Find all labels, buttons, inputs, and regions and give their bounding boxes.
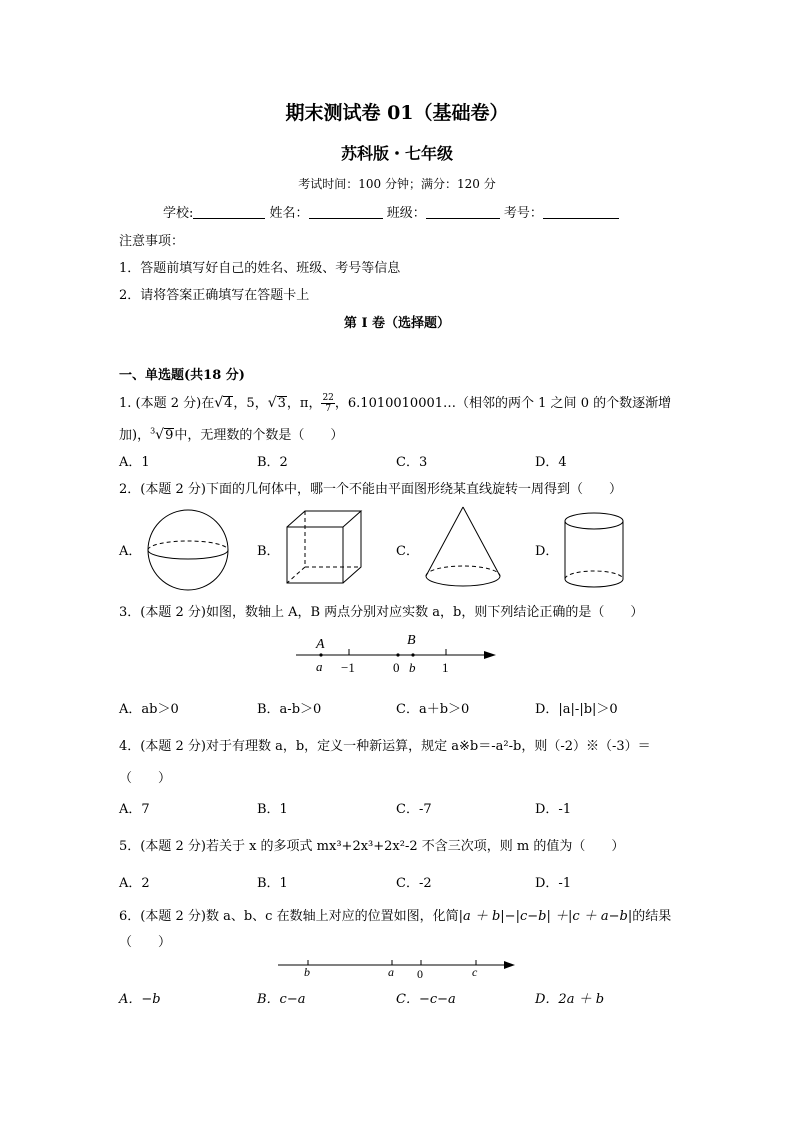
q3-option-c[interactable]: C．a＋b＞0	[396, 702, 470, 717]
q6-label-a: a	[388, 965, 394, 979]
q6-option-c[interactable]: C．−c−a	[396, 992, 456, 1007]
question-4-text: 4．(本题 2 分)对于有理数 a，b，定义一种新运算，规定 a※b＝-a²-b，则（-2）※（-3）＝	[119, 739, 651, 754]
q6-text-start: 6．(本题 2 分)数 a、b、c 在数轴上对应的位置如图，化简	[119, 909, 459, 924]
q3-label-zero: 0	[393, 660, 400, 675]
question-3-text: 3．(本题 2 分)如图，数轴上 A，B 两点分别对应实数 a，b，则下列结论正确的是（ ）	[119, 605, 644, 620]
q3-label-b: b	[409, 660, 416, 675]
q6-expression: |a ＋ b|−|c−b| ＋|c ＋ a−b|	[458, 909, 633, 924]
exam-meta: 考试时间：100 分钟；满分：120 分	[298, 177, 496, 191]
q1-option-b[interactable]: B．2	[257, 455, 288, 470]
notes-heading: 注意事项：	[119, 234, 185, 249]
q1-option-d[interactable]: D．4	[535, 455, 567, 470]
q1-cbrt-index: 3	[150, 426, 156, 436]
q1-line2-start: 加)，	[119, 428, 151, 443]
q2-option-a[interactable]: A．	[119, 544, 142, 559]
name-label: 姓名：	[269, 206, 309, 221]
q3-label-a: a	[316, 659, 323, 674]
question-2-text: 2．(本题 2 分)下面的几何体中，哪一个不能由平面图形绕某直线旋转一周得到（ ）	[119, 482, 622, 497]
q5-option-b[interactable]: B．1	[257, 876, 288, 891]
q4-option-d[interactable]: D．-1	[535, 802, 572, 817]
q1-line2-end: 中，无理数的个数是（ ）	[174, 428, 344, 443]
q1-cbrt-radicand: 9	[165, 428, 174, 443]
q2-option-c[interactable]: C．	[396, 544, 419, 559]
q5-option-c[interactable]: C．-2	[396, 876, 432, 891]
q3-label-one: 1	[442, 660, 449, 675]
section-title: 一、单选题(共18 分)	[119, 368, 245, 383]
q1-sep: ，6.1010010001…（相邻的两个 1 之间 0 的个数逐渐增	[334, 396, 672, 411]
q1-root3: 3	[277, 396, 286, 411]
q6-option-d[interactable]: D．2a ＋ b	[535, 992, 605, 1007]
question-1-line1: 1. (本题 2 分)在√4，5，√3，π， $\frac{22}{7}$ ，6.1010010001…（相邻的两个 1 之间 0 的个数逐渐增	[119, 393, 672, 414]
question-4-line2: （ ）	[119, 771, 172, 786]
q1-frac-den: 7	[325, 404, 332, 414]
q3-label-A: A	[316, 637, 325, 652]
q1-sep: ，5，	[233, 396, 268, 411]
q1-frac-num: 22	[322, 393, 334, 403]
q2-option-b[interactable]: B．	[257, 544, 280, 559]
q1-prefix: 1. (本题 2 分)在	[119, 396, 215, 411]
q6-option-b[interactable]: B．c−a	[257, 992, 306, 1007]
q3-option-a[interactable]: A．ab＞0	[119, 702, 179, 717]
q6-label-c: c	[472, 965, 478, 979]
q1-root4: 4	[224, 396, 233, 411]
note-item: 1．答题前填写好自己的姓名、班级、考号等信息	[119, 261, 401, 276]
note-item: 2．请将答案正确填写在答题卡上	[119, 288, 310, 303]
q4-option-b[interactable]: B．1	[257, 802, 288, 817]
q4-option-a[interactable]: A．7	[119, 802, 150, 817]
q6-label-b: b	[304, 965, 310, 979]
q5-option-a[interactable]: A．2	[119, 876, 150, 891]
q5-option-d[interactable]: D．-1	[535, 876, 572, 891]
q1-option-c[interactable]: C．3	[396, 455, 428, 470]
q1-sep: ，π，	[286, 396, 322, 411]
class-label: 班级：	[386, 206, 426, 221]
q3-option-b[interactable]: B．a-b＞0	[257, 702, 322, 717]
q6-label-zero: 0	[417, 967, 423, 981]
q3-label-B: B	[407, 633, 416, 648]
paper-subtitle: 苏科版・七年级	[340, 144, 453, 163]
q4-option-c[interactable]: C．-7	[396, 802, 432, 817]
question-6-line2: （ ）	[119, 935, 172, 950]
q6-text-end: 的结果	[632, 909, 672, 924]
school-label: 学校:	[163, 206, 194, 221]
q2-option-d[interactable]: D．	[535, 544, 559, 559]
q3-label-neg1: −1	[341, 660, 355, 675]
part-title: 第 I 卷（选择题）	[343, 316, 451, 331]
question-5-text: 5．(本题 2 分)若关于 x 的多项式 mx³+2x³+2x²-2 不含三次项，则 m 的值为（ ）	[119, 839, 625, 854]
q6-option-a[interactable]: A．−b	[119, 992, 161, 1007]
question-1-line2: 加)，$^3$√9中，无理数的个数是（ ）	[119, 426, 344, 443]
paper-title: 期末测试卷 01（基础卷）	[285, 102, 509, 124]
exam-number-label: 考号：	[503, 206, 543, 221]
q3-option-d[interactable]: D．|a|-|b|＞0	[535, 702, 618, 717]
q1-option-a[interactable]: A．1	[119, 455, 150, 470]
